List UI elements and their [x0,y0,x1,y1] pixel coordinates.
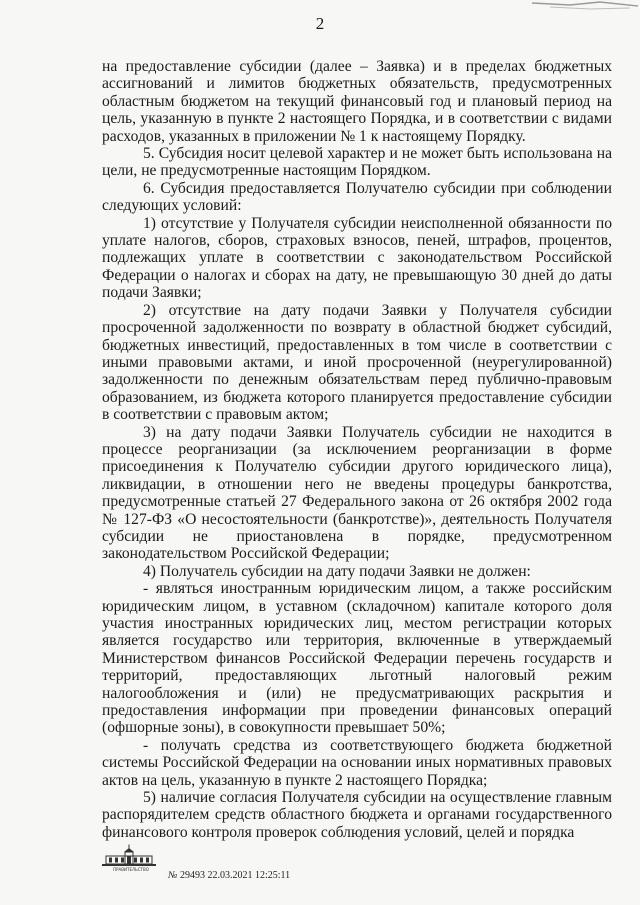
logo-caption: ПРАВИТЕЛЬСТВО [113,867,149,872]
page-number: 2 [315,14,325,33]
document-footer [100,844,620,884]
registration-stamp [168,870,290,881]
building-icon [100,844,158,868]
paragraph: 1) отсутствие у Получателя субсидии неисполненной обязанности по уплате налогов, сборов, страховых взносов, пеней, штрафов, процентов, подлежащих уплате в соответствии с законодательством Российской Федерации о налогах и сборах на дату, не превышающую 30 дней до даты подачи Заявки; [102,214,612,302]
paragraph: 4) Получатель субсидии на дату подачи Заявки не должен: [143,562,531,580]
paragraph: - получать средства из соответствующего бюджета бюджетной системы Российской Федерации на основании иных нормативных правовых актов на цель, указанную в пункте 2 настоящего Порядка; [102,736,612,789]
paragraph: 3) на дату подачи Заявки Получатель субсидии не находится в процессе реорганизации (за исключением реорганизации в форме присоединения к Получателю субсидии другого юридического лица), ликвидации, в отношении него не введены процедуры банкротства, предусмотренные статьей 27 Федерального закона от 26 октября 2002 года № 127-ФЗ «О несостоятельности (банкротстве)», деятельность Получателя субсидии не приостановлена в порядке, предусмотренном законодательством Российской Федерации; [102,423,612,563]
paragraph: - являться иностранным юридическим лицом, а также российским юридическим лицом, в уставном (складочном) капитале которого доля участия иностранных юридических лиц, местом регистрации которых является государство или территория, включенные в утверждаемый Министерством финансов Российской Федерации перечень государств и территорий, предоставляющих льготный налоговый режим налогообложения и (или) не предусматривающих раскрытия и предоставления информации при проведении финансовых операций (офшорные зоны), в совокупности превышает 50%; [102,580,612,737]
number-sign: № [168,870,178,881]
doc-timestamp: 22.03.2021 12:25:11 [207,870,291,881]
paragraph: 2) отсутствие на дату подачи Заявки у Получателя субсидии просроченной задолженности по возврату в областной бюджет субсидий, бюджетных инвестиций, предоставленных в том числе в соответствии с иными правовыми актами, и иной просроченной (неурегулированной) задолженности по денежным обязательствам перед публично-правовым образованием, из бюджета которого планируется предоставление субсидии в соответствии с правовым актом; [102,301,612,424]
paragraph: 6. Субсидия предоставляется Получателю субсидии при соблюдении следующих условий: [102,179,612,215]
paragraph: на предоставление субсидии (далее – Заявка) и в пределах бюджетных ассигнований и лимитов бюджетных обязательств, предусмотренных областным бюджетом на текущий финансовый год и плановый период на цель, указанную в пункте 2 настоящего Порядка, и в соответствии с видами расходов, указанных в приложении № 1 к настоящему Порядку. [102,58,612,145]
document-body [102,58,612,841]
scan-artifact [530,0,640,14]
doc-number: 29493 [179,870,205,881]
paragraph: 5) наличие согласия Получателя субсидии на осуществление главным распорядителем средств областного бюджета и органами государственного финансового контроля проверок соблюдения условий, целей и порядка [102,789,612,841]
government-building-logo [100,844,158,874]
paragraph: 5. Субсидия носит целевой характер и не может быть использована на цели, не предусмотренные настоящим Порядком. [102,145,612,180]
